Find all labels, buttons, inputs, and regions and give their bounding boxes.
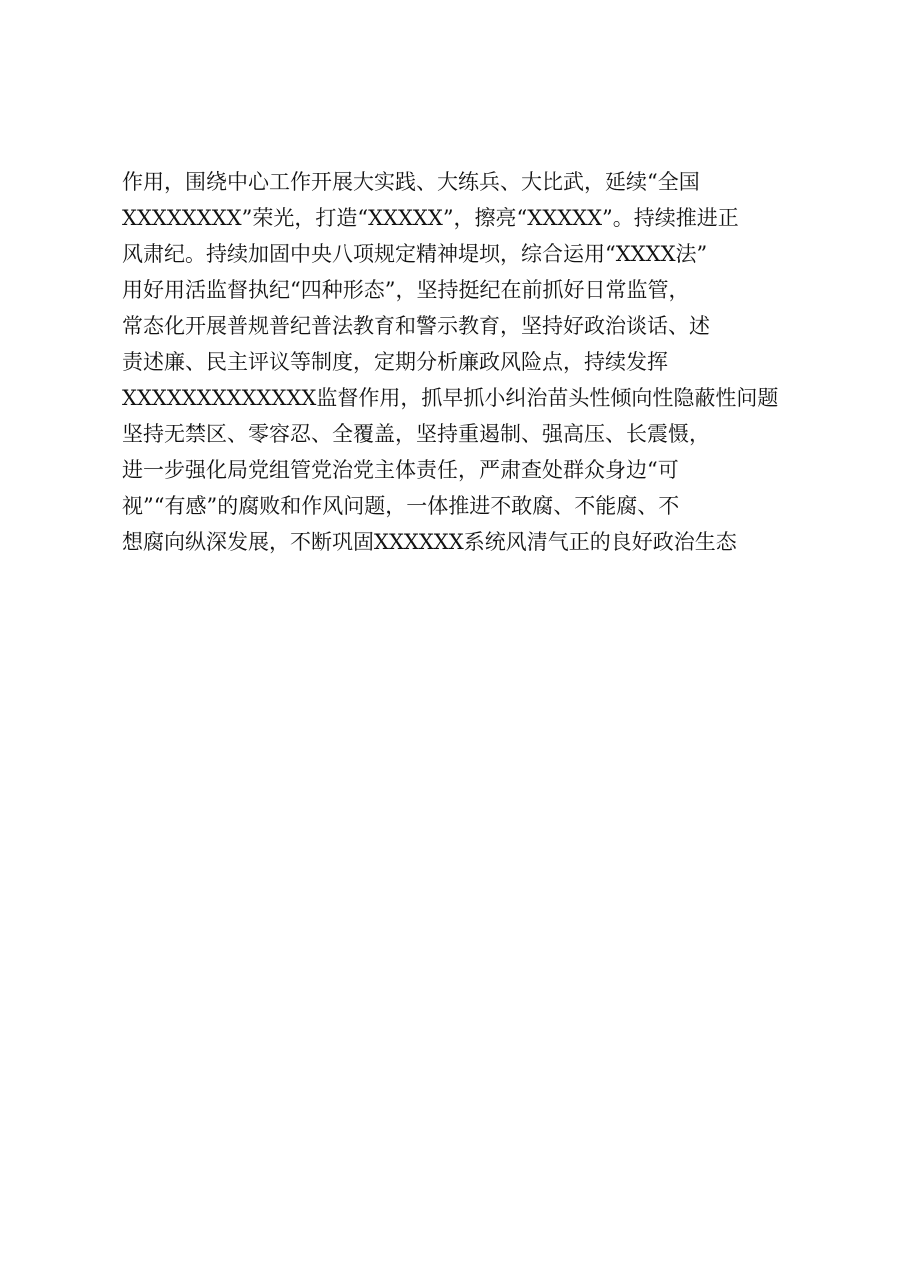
paragraph-line-10: 视”“有感”的腐败和作风问题，一体推进不敢腐、不能腐、不 [122, 494, 680, 518]
paragraph-line-2: XXXXXXXX”荣光，打造“XXXXX”，擦亮“XXXXX”。持续推进正 [122, 206, 739, 230]
paragraph-line-5: 常态化开展普规普纪普法教育和警示教育，坚持好政治谈话、述 [122, 314, 710, 338]
paragraph-line-8: 坚持无禁区、零容忍、全覆盖，坚持重遏制、强高压、长震慑， [122, 422, 710, 446]
paragraph-line-1: 作用，围绕中心工作开展大实践、大练兵、大比武，延续“全国 [122, 170, 700, 194]
paragraph-line-11: 想腐向纵深发展，不断巩固XXXXXX系统风清气正的良好政治生态 [122, 530, 737, 554]
paragraph-line-9: 进一步强化局党组管党治党主体责任，严肃查处群众身边“可 [122, 458, 679, 482]
paragraph-line-4: 用好用活监督执纪“四种形态”，坚持挺纪在前抓好日常监管， [122, 278, 690, 302]
paragraph-line-6: 责述廉、民主评议等制度，定期分析廉政风险点，持续发挥 [122, 350, 668, 374]
paragraph-line-7: XXXXXXXXXXXXX监督作用，抓早抓小纠治苗头性倾向性隐蔽性问题 [122, 386, 779, 410]
paragraph-line-3: 风肃纪。持续加固中央八项规定精神堤坝，综合运用“XXXX法” [122, 242, 708, 266]
